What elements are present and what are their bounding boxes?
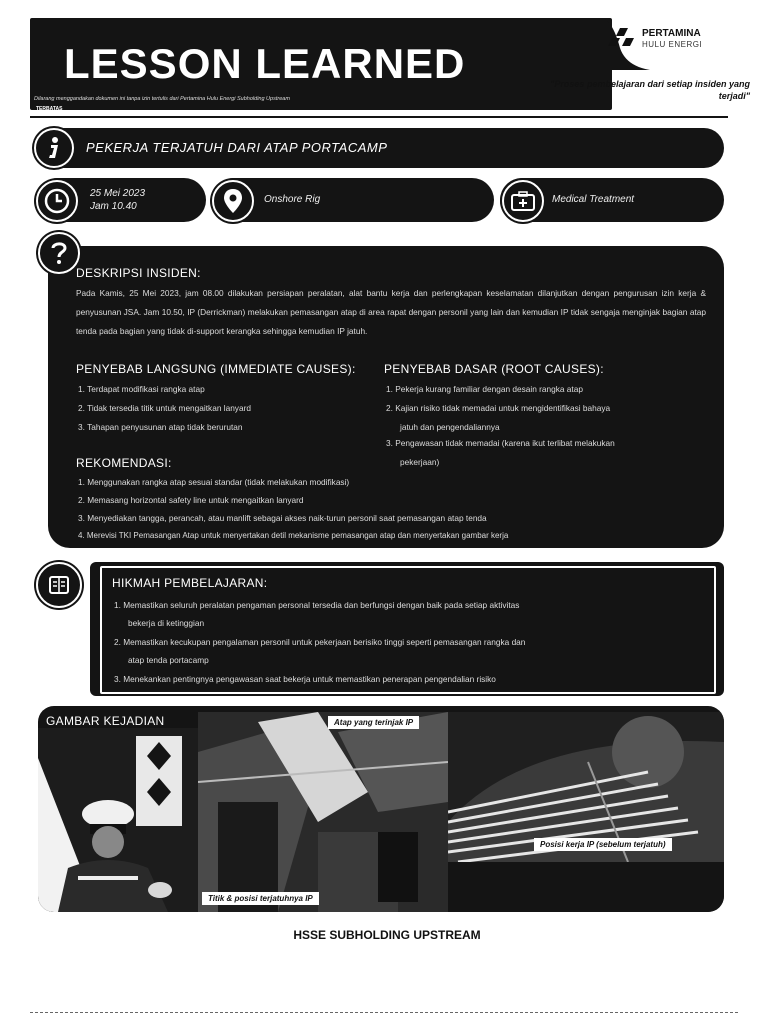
tagline: "Proses pembelajaran dari setiap insiden yang terjadi"	[550, 79, 750, 101]
lesson-item: 3. Menekankan pentingnya pengawasan saat bekerja untuk memastikan penerapan pengendalian risiko	[114, 674, 496, 684]
root-causes-heading: PENYEBAB DASAR (ROOT CAUSES):	[384, 362, 604, 376]
incident-title-bar	[40, 128, 724, 168]
location-pill	[212, 178, 494, 222]
description-heading: DESKRIPSI INSIDEN:	[76, 266, 201, 280]
header-banner	[30, 18, 612, 110]
images-heading: GAMBAR KEJADIAN	[46, 714, 165, 728]
lesson-item: 2. Memastikan kecukupan pengalaman personil untuk pekerjaan berisiko tinggi seperti pemasangan rangka dan	[114, 637, 526, 647]
worker-illustration	[38, 728, 198, 912]
classification-label: TERBATAS	[36, 106, 63, 112]
caption-fall-point: Titik & posisi terjatuhnya IP	[202, 892, 319, 905]
header-subtitle: Dilarang menggandakan dokumen ini tanpa izin tertulis dari Pertamina Hulu Energi Subholding Upstream	[34, 96, 290, 102]
lesson-item: 1. Memastikan seluruh peralatan pengaman personal tersedia dan berfungsi dengan baik pada setiap aktivitas	[114, 600, 520, 610]
logo-name: PERTAMINA	[642, 28, 701, 39]
immediate-cause-item: 2. Tidak tersedia titik untuk mengaitkan lanyard	[78, 403, 251, 413]
incident-date: 25 Mei 2023	[90, 188, 146, 199]
incident-time: Jam 10.40	[90, 201, 137, 212]
recommendation-item: 4. Merevisi TKI Pemasangan Atap untuk menyertakan detil mekanisme pemasangan atap dan menyertakan gambar kerja	[78, 531, 509, 540]
company-logo	[600, 22, 740, 62]
book-icon	[36, 562, 82, 608]
incident-location: Onshore Rig	[264, 194, 321, 205]
treatment-pill	[500, 178, 724, 222]
logo-division: HULU ENERGI	[642, 40, 703, 49]
lessons-frame	[100, 566, 716, 694]
page-title: LESSON LEARNED	[64, 40, 466, 87]
incident-images-panel	[38, 706, 724, 912]
recommendation-item: 3. Menyediakan tangga, perancah, atau manlift sebagai akses naik-turun personil saat pemasangan atap tenda	[78, 513, 487, 523]
incident-title: PEKERJA TERJATUH DARI ATAP PORTACAMP	[86, 140, 388, 155]
immediate-causes-heading: PENYEBAB LANGSUNG (IMMEDIATE CAUSES):	[76, 362, 356, 376]
root-cause-item: 1. Pekerja kurang familiar dengan desain rangka atap	[386, 384, 583, 394]
root-cause-item: jatuh dan pengendaliannya	[400, 422, 500, 432]
header-divider	[30, 116, 728, 118]
fall-location-photo	[198, 712, 448, 912]
caption-roof: Atap yang terinjak IP	[328, 716, 419, 729]
recommendations-heading: REKOMENDASI:	[76, 456, 172, 470]
lessons-heading: HIKMAH PEMBELAJARAN:	[112, 576, 268, 590]
root-cause-item: 2. Kajian risiko tidak memadai untuk mengidentifikasi bahaya	[386, 403, 611, 413]
description-panel	[48, 246, 724, 548]
description-text: Pada Kamis, 25 Mei 2023, jam 08.00 dilakukan persiapan peralatan, alat bantu kerja dan perlengkapan keselamatan dilanjutkan dengan pengurusan izin kerja & penyusunan JSA. Jam 10.50, IP (Derrickman) melakukan pemasangan atap di area rapat dengan personil yang lain dan kemudian IP tidak sengaja menginjak bagian atap tenda pada bagian yang tidak di-support kerangka sehingga kemudian IP jatuh.	[76, 288, 706, 336]
immediate-cause-item: 1. Terdapat modifikasi rangka atap	[78, 384, 205, 394]
immediate-cause-item: 3. Tahapan penyusunan atap tidak berurutan	[78, 422, 243, 432]
root-cause-item: 3. Pengawasan tidak memadai (karena ikut terlibat melakukan	[386, 438, 615, 448]
footer-text: HSSE SUBHOLDING UPSTREAM	[293, 928, 481, 942]
lesson-item: bekerja di ketinggian	[128, 618, 205, 628]
date-time-pill	[36, 178, 206, 222]
lesson-item: atap tenda portacamp	[128, 655, 209, 665]
recommendation-item: 1. Menggunakan rangka atap sesuai standar (tidak melakukan modifikasi)	[78, 477, 350, 487]
clock-icon	[36, 180, 78, 222]
recommendation-item: 2. Memasang horizontal safety line untuk mengaitkan lanyard	[78, 495, 304, 505]
root-cause-item: pekerjaan)	[400, 457, 440, 467]
medical-kit-icon	[502, 180, 544, 222]
bottom-divider	[30, 1012, 738, 1013]
incident-treatment: Medical Treatment	[552, 194, 635, 205]
question-icon	[38, 232, 80, 274]
caption-work-position: Posisi kerja IP (sebelum terjatuh)	[534, 838, 672, 851]
location-pin-icon	[212, 180, 254, 222]
photo-bottom-bar	[448, 862, 724, 912]
pertamina-logo-icon	[606, 26, 640, 52]
info-icon	[34, 128, 74, 168]
